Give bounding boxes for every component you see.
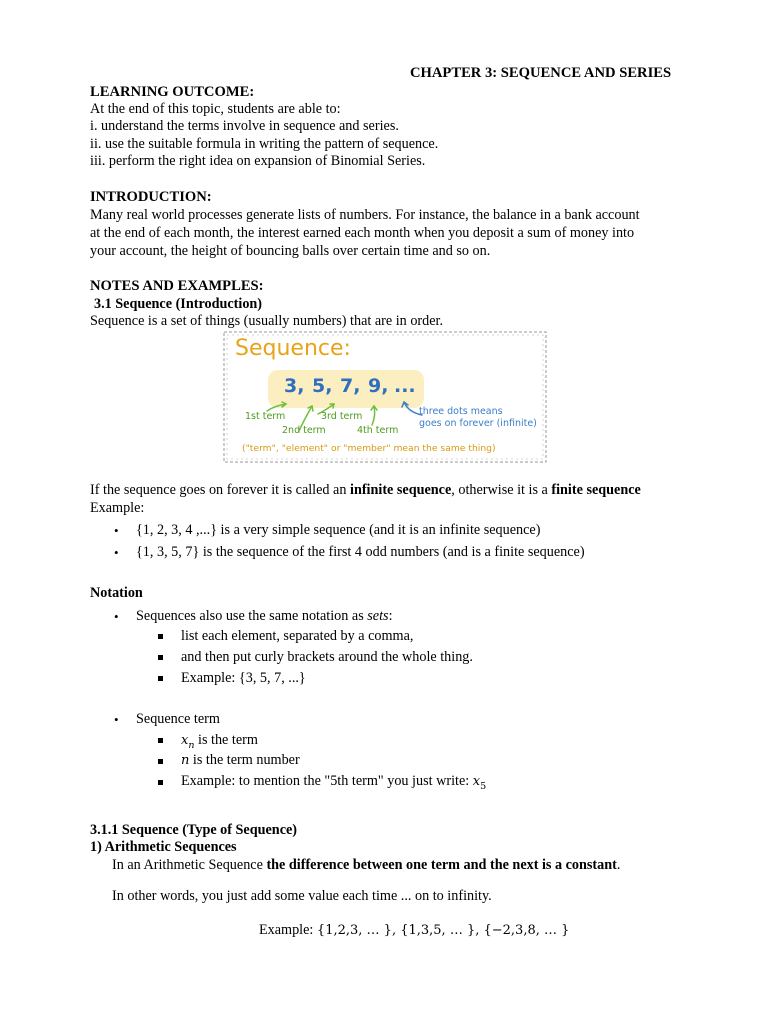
sets-word: sets xyxy=(367,608,389,624)
notation-bullet-sets xyxy=(136,608,393,626)
square-bullet xyxy=(158,759,163,764)
math-variable: x xyxy=(472,774,481,789)
square-bullet xyxy=(158,655,163,660)
example-item: {1, 2, 3, 4 ,...} is a very simple sequence (and it is an infinite sequence) xyxy=(136,522,541,538)
square-bullet xyxy=(158,676,163,681)
learning-intro: At the end of this topic, students are able to: xyxy=(90,101,341,117)
term-text: is the term number xyxy=(189,752,300,768)
learning-outcome-heading: LEARNING OUTCOME: xyxy=(90,84,255,100)
arithmetic-example xyxy=(259,922,569,940)
introduction-line: at the end of each month, the interest earned each month when you deposit a sum of money into xyxy=(90,225,635,241)
bullet-dot: • xyxy=(114,609,119,624)
section-3-1-1-heading: 3.1.1 Sequence (Type of Sequence) xyxy=(90,822,298,838)
sequence-term-bullet: Sequence term xyxy=(136,711,220,727)
dots-note-line1: three dots means xyxy=(419,406,503,417)
math-subscript: n xyxy=(188,739,195,751)
figure-number: 9, xyxy=(368,375,389,397)
label-4th-term: 4th term xyxy=(357,425,399,436)
figure-footnote: ("term", "element" or "member" mean the same thing) xyxy=(242,443,496,454)
figure-number: ... xyxy=(394,375,416,397)
learning-item: i. understand the terms involve in sequence and series. xyxy=(90,118,399,134)
figure-title: Sequence: xyxy=(235,336,351,361)
example-label: Example: xyxy=(90,500,145,516)
term-definition xyxy=(181,732,258,754)
sentence-text: If the sequence goes on forever it is called an xyxy=(90,482,350,498)
sentence-text: , otherwise it is a xyxy=(451,482,552,498)
dots-note-line2: goes on forever (infinite) xyxy=(419,418,537,429)
label-2nd-term: 2nd term xyxy=(282,425,326,436)
other-words-text: In other words, you just add some value each time ... on to infinity. xyxy=(112,888,492,904)
notation-sub-item: list each element, separated by a comma, xyxy=(181,628,414,644)
notation-colon: : xyxy=(388,608,393,624)
bullet-dot: • xyxy=(114,712,119,727)
definition-bold: the difference between one term and the next is a constant xyxy=(266,857,617,873)
figure-number: 3, xyxy=(284,375,305,397)
notation-sub-item: Example: {3, 5, 7, ...} xyxy=(181,670,306,686)
figure-number: 5, xyxy=(312,375,333,397)
square-bullet xyxy=(158,634,163,639)
math-variable: n xyxy=(181,753,190,768)
example-label: Example: xyxy=(259,922,317,938)
term-text: is the term xyxy=(194,732,258,748)
bullet-dot: • xyxy=(114,523,119,538)
term-number-definition xyxy=(181,752,300,770)
infinite-sequence-term: infinite sequence xyxy=(350,482,452,498)
finite-sequence-term: finite sequence xyxy=(551,482,641,498)
math-subscript: 5 xyxy=(480,780,487,792)
learning-item: iii. perform the right idea on expansion of Binomial Series. xyxy=(90,153,426,169)
sequence-definition: Sequence is a set of things (usually numbers) that are in order. xyxy=(90,313,444,329)
notation-sub-item: and then put curly brackets around the whole thing. xyxy=(181,649,473,665)
sequence-figure xyxy=(222,330,548,464)
section-3-1-heading: 3.1 Sequence (Introduction) xyxy=(94,296,263,312)
label-3rd-term: 3rd term xyxy=(321,411,363,422)
math-variable: x xyxy=(181,733,189,748)
square-bullet xyxy=(158,780,163,785)
introduction-line: your account, the height of bouncing balls over certain time and so on. xyxy=(90,243,491,259)
notes-heading: NOTES AND EXAMPLES: xyxy=(90,278,264,294)
learning-item: ii. use the suitable formula in writing the pattern of sequence. xyxy=(90,136,439,152)
notation-heading: Notation xyxy=(90,585,143,601)
arithmetic-heading: 1) Arithmetic Sequences xyxy=(90,839,237,855)
infinite-finite-sentence xyxy=(90,482,641,500)
fifth-term-example xyxy=(181,773,486,795)
chapter-title: CHAPTER 3: SEQUENCE AND SERIES xyxy=(410,65,672,81)
arithmetic-definition xyxy=(112,857,620,875)
notation-text: Sequences also use the same notation as xyxy=(136,608,368,624)
bullet-dot: • xyxy=(114,545,119,560)
introduction-heading: INTRODUCTION: xyxy=(90,189,212,205)
introduction-line: Many real world processes generate lists of numbers. For instance, the balance in a bank account xyxy=(90,207,640,223)
definition-period: . xyxy=(616,857,621,873)
definition-text: In an Arithmetic Sequence xyxy=(112,857,267,873)
square-bullet xyxy=(158,738,163,743)
figure-number: 7, xyxy=(340,375,361,397)
example-math: {1,2,3, … }, {1,3,5, … }, {−2,3,8, … } xyxy=(316,923,570,938)
example-text: Example: to mention the "5th term" you just write: xyxy=(181,773,473,789)
label-1st-term: 1st term xyxy=(245,411,286,422)
example-item: {1, 3, 5, 7} is the sequence of the first 4 odd numbers (and is a finite sequence) xyxy=(136,544,585,560)
